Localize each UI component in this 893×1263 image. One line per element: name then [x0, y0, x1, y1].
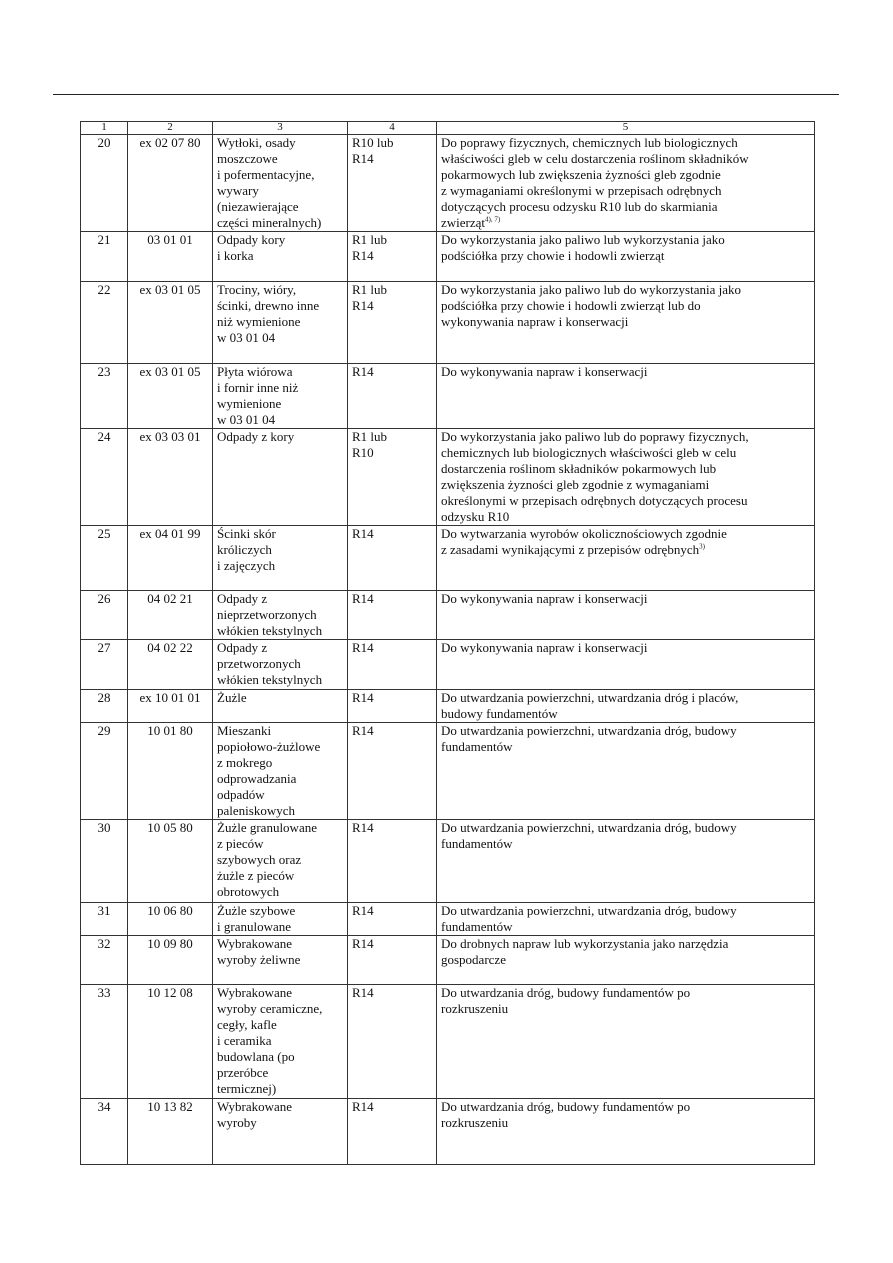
recovery-conditions-text: z wymaganiami określonymi w przepisach odrębnych — [441, 183, 722, 198]
recovery-conditions — [437, 429, 815, 526]
recovery-conditions-line — [441, 640, 810, 656]
recovery-conditions-text: podściółka przy chowie i hodowli zwierząt lub do — [441, 298, 701, 313]
recovery-conditions — [437, 985, 815, 1099]
table-row — [81, 282, 815, 364]
recovery-process — [348, 282, 437, 364]
recovery-conditions-line — [441, 232, 810, 248]
recovery-conditions-text: dostarczenia roślinom składników pokarmowych lub — [441, 461, 717, 476]
row-number: 20 — [81, 135, 128, 232]
waste-type — [213, 526, 348, 591]
recovery-process — [348, 723, 437, 820]
recovery-process — [348, 690, 437, 723]
recovery-conditions-line — [441, 167, 810, 183]
recovery-conditions-line — [441, 936, 810, 952]
waste-code: 10 09 80 — [128, 936, 213, 985]
recovery-conditions-line — [441, 985, 810, 1001]
waste-type-line: popiołowo-żużlowe — [217, 739, 321, 754]
waste-type-line: odprowadzania — [217, 771, 297, 786]
recovery-process — [348, 985, 437, 1099]
recovery-process — [348, 903, 437, 936]
recovery-conditions-text: chemicznych lub biologicznych właściwości gleb w celu — [441, 445, 737, 460]
waste-type-line: wywary — [217, 183, 259, 198]
waste-code: ex 04 01 99 — [128, 526, 213, 591]
recovery-conditions-line — [441, 723, 810, 739]
recovery-conditions-line — [441, 836, 810, 852]
waste-type-line: (niezawierające — [217, 199, 299, 214]
recovery-process — [348, 640, 437, 690]
recovery-conditions-text: podściółka przy chowie i hodowli zwierząt — [441, 248, 665, 263]
recovery-conditions — [437, 820, 815, 903]
recovery-process-line: R14 — [352, 936, 374, 951]
recovery-conditions-line — [441, 739, 810, 755]
recovery-process-line: R1 lub — [352, 282, 388, 297]
waste-type-line: Odpady z kory — [217, 429, 295, 444]
recovery-conditions-text: Do wykorzystania jako paliwo lub do wykorzystania jako — [441, 282, 742, 297]
recovery-conditions-text: określonymi w przepisach odrębnych dotyczących procesu — [441, 493, 748, 508]
recovery-conditions-line — [441, 282, 810, 298]
waste-recovery-table — [80, 121, 815, 1165]
waste-type — [213, 135, 348, 232]
recovery-conditions-line — [441, 215, 810, 231]
waste-type-line: w 03 01 04 — [217, 330, 276, 345]
recovery-conditions-line — [441, 542, 810, 558]
recovery-process-line: R1 lub — [352, 429, 388, 444]
table-row — [81, 364, 815, 429]
waste-type-line: wyroby ceramiczne, — [217, 1001, 323, 1016]
recovery-process — [348, 232, 437, 282]
recovery-conditions-line — [441, 364, 810, 380]
footnote-reference: 4), 7) — [485, 215, 501, 224]
recovery-conditions-line — [441, 690, 810, 706]
recovery-process-line: R14 — [352, 364, 374, 379]
recovery-conditions — [437, 364, 815, 429]
recovery-process-line: R14 — [352, 640, 374, 655]
recovery-process — [348, 1099, 437, 1165]
waste-type-line: Wytłoki, osady — [217, 135, 296, 150]
waste-type-line: Żużle granulowane — [217, 820, 317, 835]
waste-type — [213, 903, 348, 936]
recovery-conditions — [437, 591, 815, 640]
recovery-conditions-text: Do utwardzania powierzchni, utwardzania dróg, budowy — [441, 723, 737, 738]
recovery-conditions-text: pokarmowych lub zwiększenia żyzności gleb zgodnie — [441, 167, 721, 182]
waste-type — [213, 820, 348, 903]
recovery-process — [348, 591, 437, 640]
recovery-conditions-text: wykonywania napraw i konserwacji — [441, 314, 629, 329]
recovery-conditions-text: Do utwardzania powierzchni, utwardzania dróg, budowy — [441, 903, 737, 918]
recovery-conditions — [437, 723, 815, 820]
row-number: 21 — [81, 232, 128, 282]
waste-type-line: Płyta wiórowa — [217, 364, 293, 379]
row-number: 32 — [81, 936, 128, 985]
recovery-conditions-line — [441, 151, 810, 167]
footnote-reference: 3) — [699, 542, 705, 551]
recovery-conditions-text: Do utwardzania powierzchni, utwardzania dróg i placów, — [441, 690, 739, 705]
recovery-process — [348, 526, 437, 591]
recovery-process — [348, 135, 437, 232]
waste-type-line: odpadów — [217, 787, 265, 802]
waste-type — [213, 429, 348, 526]
waste-type-line: Wybrakowane — [217, 936, 293, 951]
recovery-conditions-line — [441, 135, 810, 151]
table-row — [81, 723, 815, 820]
waste-type-line: i fornir inne niż — [217, 380, 299, 395]
waste-type — [213, 936, 348, 985]
recovery-process-line: R14 — [352, 903, 374, 918]
column-number-2: 2 — [128, 122, 213, 135]
recovery-process-line: R1 lub — [352, 232, 388, 247]
table-row — [81, 903, 815, 936]
column-number-1: 1 — [81, 122, 128, 135]
waste-type-line: części mineralnych) — [217, 215, 322, 230]
waste-type — [213, 985, 348, 1099]
recovery-conditions-text: Do wykonywania napraw i konserwacji — [441, 591, 648, 606]
waste-type-line: i granulowane — [217, 919, 292, 934]
row-number: 31 — [81, 903, 128, 936]
waste-type-line: moszczowe — [217, 151, 278, 166]
row-number: 30 — [81, 820, 128, 903]
waste-code: 10 05 80 — [128, 820, 213, 903]
recovery-conditions-line — [441, 706, 810, 722]
recovery-conditions-text: fundamentów — [441, 836, 513, 851]
recovery-process-line: R14 — [352, 526, 374, 541]
row-number: 23 — [81, 364, 128, 429]
waste-code: 04 02 21 — [128, 591, 213, 640]
waste-type — [213, 1099, 348, 1165]
recovery-conditions-text: odzysku R10 — [441, 509, 510, 524]
table-row — [81, 526, 815, 591]
recovery-process-line: R10 lub — [352, 135, 394, 150]
recovery-conditions-text: dotyczących procesu odzysku R10 lub do skarmiania — [441, 199, 718, 214]
row-number: 28 — [81, 690, 128, 723]
recovery-process-line: R14 — [352, 820, 374, 835]
recovery-conditions-line — [441, 298, 810, 314]
waste-type-line: cegły, kafle — [217, 1017, 277, 1032]
table-row — [81, 936, 815, 985]
recovery-conditions-text: z zasadami wynikającymi z przepisów odrębnych — [441, 542, 700, 557]
waste-type-line: Żużle szybowe — [217, 903, 296, 918]
table-row — [81, 135, 815, 232]
table-row — [81, 1099, 815, 1165]
recovery-conditions-line — [441, 183, 810, 199]
recovery-process-line: R14 — [352, 591, 374, 606]
recovery-conditions — [437, 232, 815, 282]
recovery-conditions-line — [441, 199, 810, 215]
waste-code: ex 10 01 01 — [128, 690, 213, 723]
waste-type-line: termicznej) — [217, 1081, 277, 1096]
waste-type-line: nieprzetworzonych — [217, 607, 317, 622]
recovery-conditions — [437, 282, 815, 364]
recovery-conditions-line — [441, 477, 810, 493]
recovery-conditions-text: właściwości gleb w celu dostarczenia roślinom składników — [441, 151, 749, 166]
waste-type-line: obrotowych — [217, 884, 280, 899]
row-number: 27 — [81, 640, 128, 690]
waste-code: 04 02 22 — [128, 640, 213, 690]
row-number: 24 — [81, 429, 128, 526]
waste-type-line: i zajęczych — [217, 558, 276, 573]
recovery-conditions-text: zwierząt — [441, 215, 486, 230]
recovery-conditions — [437, 690, 815, 723]
waste-type-line: ścinki, drewno inne — [217, 298, 320, 313]
waste-type — [213, 232, 348, 282]
recovery-conditions-line — [441, 820, 810, 836]
waste-type-line: w 03 01 04 — [217, 412, 276, 427]
recovery-conditions-text: rozkruszeniu — [441, 1001, 509, 1016]
recovery-conditions — [437, 1099, 815, 1165]
waste-type-line: króliczych — [217, 542, 272, 557]
waste-type-line: Wybrakowane — [217, 1099, 293, 1114]
column-number-4: 4 — [348, 122, 437, 135]
waste-type-line: przeróbce — [217, 1065, 269, 1080]
waste-type-line: wyroby żeliwne — [217, 952, 301, 967]
recovery-conditions-text: Do poprawy fizycznych, chemicznych lub biologicznych — [441, 135, 738, 150]
recovery-process — [348, 429, 437, 526]
recovery-conditions-line — [441, 919, 810, 935]
recovery-conditions-text: budowy fundamentów — [441, 706, 558, 721]
waste-type-line: włókien tekstylnych — [217, 672, 323, 687]
recovery-process-line: R14 — [352, 248, 374, 263]
waste-type-line: Wybrakowane — [217, 985, 293, 1000]
recovery-conditions-text: Do wykorzystania jako paliwo lub do poprawy fizycznych, — [441, 429, 749, 444]
waste-type — [213, 640, 348, 690]
waste-type-line: Mieszanki — [217, 723, 272, 738]
table-row — [81, 591, 815, 640]
recovery-conditions-text: Do wykonywania napraw i konserwacji — [441, 640, 648, 655]
row-number: 26 — [81, 591, 128, 640]
recovery-conditions-text: gospodarcze — [441, 952, 506, 967]
recovery-conditions-line — [441, 461, 810, 477]
recovery-conditions — [437, 640, 815, 690]
recovery-conditions-text: Do utwardzania powierzchni, utwardzania dróg, budowy — [441, 820, 737, 835]
recovery-conditions — [437, 135, 815, 232]
recovery-conditions-text: zwiększenia żyzności gleb zgodnie z wymaganiami — [441, 477, 710, 492]
waste-code: 03 01 01 — [128, 232, 213, 282]
recovery-conditions-line — [441, 526, 810, 542]
recovery-conditions-text: rozkruszeniu — [441, 1115, 509, 1130]
row-number: 22 — [81, 282, 128, 364]
waste-type-line: przetworzonych — [217, 656, 301, 671]
recovery-process — [348, 820, 437, 903]
waste-code: ex 03 01 05 — [128, 364, 213, 429]
recovery-conditions-line — [441, 1001, 810, 1017]
waste-type-line: wymienione — [217, 396, 282, 411]
recovery-process-line: R14 — [352, 690, 374, 705]
recovery-conditions-text: Do wykorzystania jako paliwo lub wykorzystania jako — [441, 232, 725, 247]
recovery-conditions-line — [441, 429, 810, 445]
recovery-process-line: R14 — [352, 985, 374, 1000]
waste-type — [213, 591, 348, 640]
table-row — [81, 232, 815, 282]
recovery-conditions-text: fundamentów — [441, 919, 513, 934]
waste-type-line: paleniskowych — [217, 803, 295, 818]
row-number: 34 — [81, 1099, 128, 1165]
waste-type-line: żużle z pieców — [217, 868, 295, 883]
recovery-conditions-line — [441, 952, 810, 968]
waste-code: 10 01 80 — [128, 723, 213, 820]
recovery-conditions-text: Do wytwarzania wyrobów okolicznościowych zgodnie — [441, 526, 727, 541]
waste-type-line: Żużle — [217, 690, 247, 705]
recovery-conditions-line — [441, 591, 810, 607]
waste-type-line: włókien tekstylnych — [217, 623, 323, 638]
recovery-conditions-line — [441, 1115, 810, 1131]
waste-code: 10 12 08 — [128, 985, 213, 1099]
waste-code: ex 03 01 05 — [128, 282, 213, 364]
waste-code: ex 03 03 01 — [128, 429, 213, 526]
waste-type-line: Odpady z — [217, 591, 268, 606]
waste-type-line: i ceramika — [217, 1033, 272, 1048]
column-number-3: 3 — [213, 122, 348, 135]
waste-type-line: wyroby — [217, 1115, 257, 1130]
recovery-conditions-line — [441, 248, 810, 264]
column-number-5: 5 — [437, 122, 815, 135]
recovery-process-line: R14 — [352, 151, 374, 166]
recovery-conditions-line — [441, 493, 810, 509]
recovery-conditions-line — [441, 509, 810, 525]
recovery-process-line: R14 — [352, 298, 374, 313]
recovery-conditions-text: Do utwardzania dróg, budowy fundamentów po — [441, 985, 691, 1000]
row-number: 25 — [81, 526, 128, 591]
recovery-conditions — [437, 903, 815, 936]
waste-type-line: niż wymienione — [217, 314, 301, 329]
waste-type — [213, 723, 348, 820]
waste-type — [213, 364, 348, 429]
table-row — [81, 820, 815, 903]
recovery-conditions — [437, 936, 815, 985]
recovery-process-line: R14 — [352, 723, 374, 738]
table-row — [81, 690, 815, 723]
waste-type-line: budowlana (po — [217, 1049, 295, 1064]
waste-type-line: i korka — [217, 248, 254, 263]
recovery-process — [348, 364, 437, 429]
waste-code: ex 02 07 80 — [128, 135, 213, 232]
waste-code: 10 13 82 — [128, 1099, 213, 1165]
recovery-process-line: R14 — [352, 1099, 374, 1114]
recovery-conditions-line — [441, 314, 810, 330]
recovery-conditions-text: Do drobnych napraw lub wykorzystania jako narzędzia — [441, 936, 729, 951]
recovery-process — [348, 936, 437, 985]
waste-type-line: Ścinki skór — [217, 526, 276, 541]
recovery-conditions-text: fundamentów — [441, 739, 513, 754]
recovery-conditions-text: Do wykonywania napraw i konserwacji — [441, 364, 648, 379]
waste-type-line: z mokrego — [217, 755, 273, 770]
waste-type-line: i pofermentacyjne, — [217, 167, 315, 182]
table-row — [81, 429, 815, 526]
waste-type — [213, 282, 348, 364]
recovery-conditions-line — [441, 445, 810, 461]
row-number: 33 — [81, 985, 128, 1099]
recovery-conditions-line — [441, 903, 810, 919]
recovery-conditions-line — [441, 1099, 810, 1115]
recovery-conditions — [437, 526, 815, 591]
waste-type-line: Odpady kory — [217, 232, 286, 247]
waste-type — [213, 690, 348, 723]
waste-type-line: szybowych oraz — [217, 852, 302, 867]
waste-code: 10 06 80 — [128, 903, 213, 936]
waste-type-line: Odpady z — [217, 640, 268, 655]
column-number-row — [81, 122, 815, 135]
recovery-process-line: R10 — [352, 445, 374, 460]
header-rule — [53, 94, 839, 95]
waste-type-line: z pieców — [217, 836, 264, 851]
table-row — [81, 640, 815, 690]
row-number: 29 — [81, 723, 128, 820]
recovery-conditions-text: Do utwardzania dróg, budowy fundamentów po — [441, 1099, 691, 1114]
table-row — [81, 985, 815, 1099]
waste-type-line: Trociny, wióry, — [217, 282, 297, 297]
